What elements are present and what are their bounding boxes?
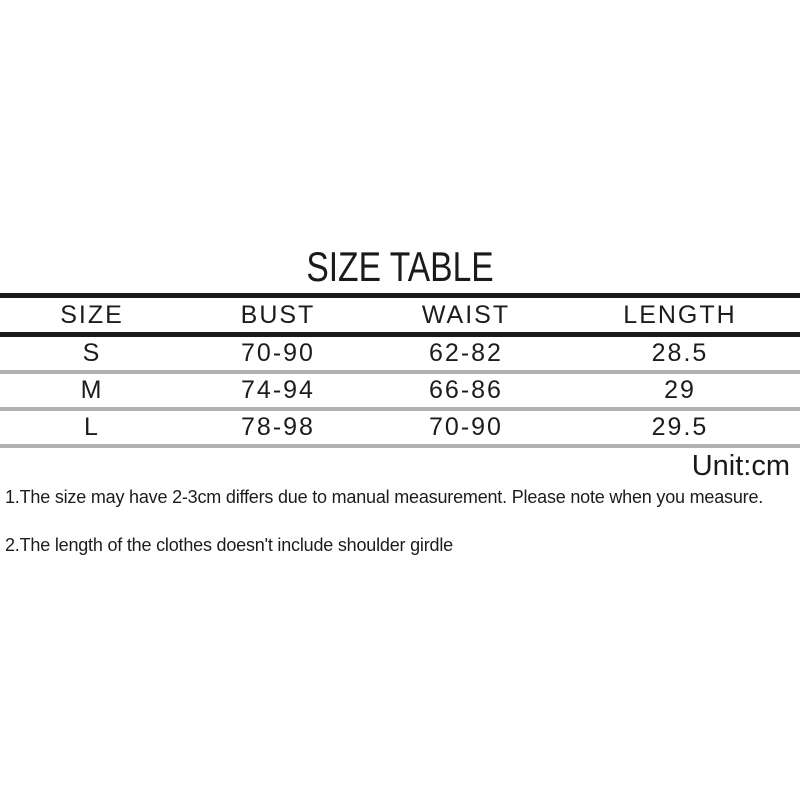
header-waist: WAIST (421, 300, 511, 329)
note-measurement-tolerance: 1.The size may have 2-3cm differs due to manual measurement. Please note when you measure. (5, 487, 764, 507)
cell-size: M (80, 376, 104, 404)
header-size: SIZE (60, 300, 124, 329)
cell-bust: 74-94 (241, 376, 315, 404)
note-length-exclusion: 2.The length of the clothes doesn't include shoulder girdle (5, 535, 453, 555)
cell-waist: 66-86 (429, 376, 503, 404)
table-row-l (0, 409, 800, 446)
cell-length: 29 (664, 376, 696, 404)
table-header-row (0, 296, 800, 335)
size-table-body (0, 335, 800, 447)
cell-bust: 78-98 (241, 413, 315, 441)
cell-waist: 62-82 (429, 339, 503, 367)
cell-length: 29.5 (651, 413, 709, 441)
header-bust: BUST (240, 300, 316, 329)
header-length: LENGTH (623, 300, 737, 329)
cell-size: S (82, 339, 102, 367)
page-title: SIZE TABLE (306, 243, 494, 290)
cell-bust: 70-90 (241, 339, 315, 367)
size-table (0, 293, 800, 448)
cell-size: L (84, 413, 100, 441)
size-table-head (0, 296, 800, 335)
cell-length: 28.5 (651, 339, 709, 367)
cell-waist: 70-90 (429, 413, 503, 441)
table-row-s (0, 335, 800, 373)
unit-label: Unit:cm (691, 450, 790, 482)
table-row-m (0, 372, 800, 409)
